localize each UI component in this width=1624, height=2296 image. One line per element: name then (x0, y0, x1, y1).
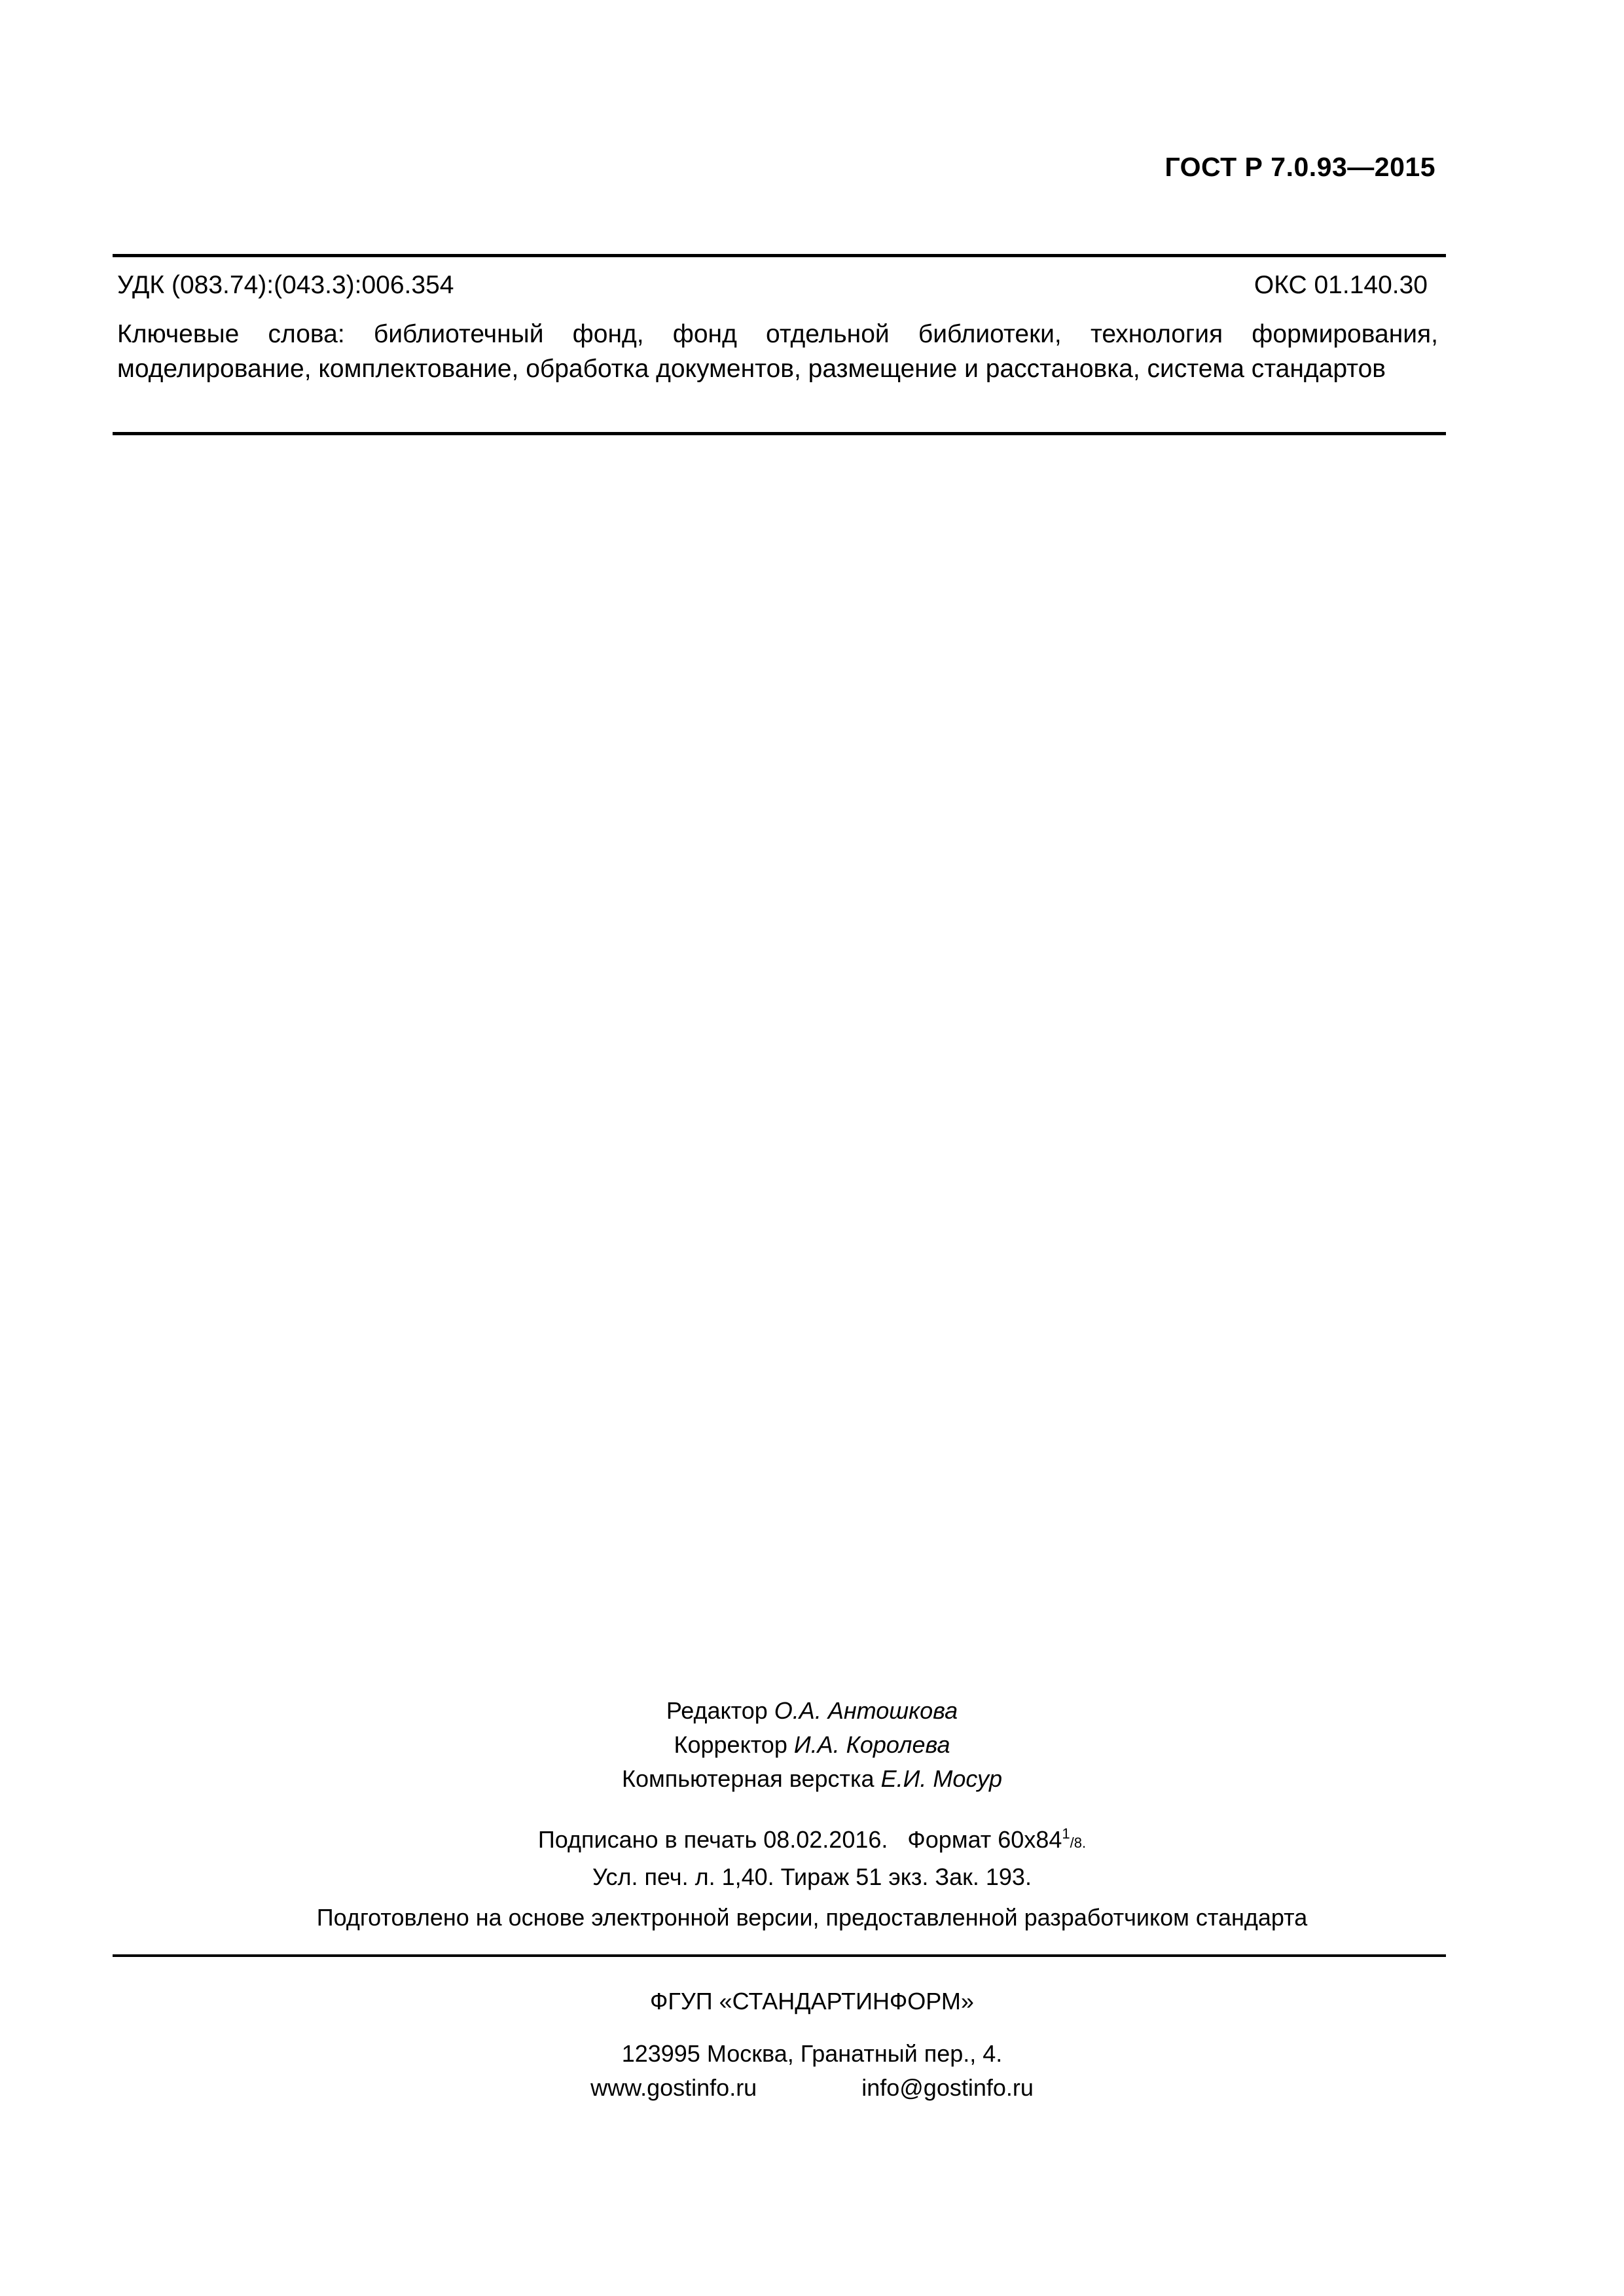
credits-block (0, 1694, 1624, 1796)
publisher-divider (113, 1954, 1446, 1957)
top-divider (113, 254, 1446, 257)
format-sup: 1 (1062, 1825, 1070, 1842)
prepared-note: Подготовлено на основе электронной версии, предоставленной разработчиком стандарта (316, 1904, 1308, 1931)
format-sub: /8. (1070, 1835, 1087, 1851)
proofreader-label: Корректор (674, 1731, 787, 1758)
publisher-website[interactable]: www.gostinfo.ru (590, 2074, 757, 2101)
format-label: Формат 60x84 (907, 1826, 1062, 1853)
layout-name: Е.И. Мосур (880, 1765, 1002, 1792)
signed-date: Подписано в печать 08.02.2016. (537, 1826, 888, 1853)
oks-code: ОКС 01.140.30 (1254, 271, 1428, 299)
proofreader-line (0, 1728, 1624, 1762)
publisher-contacts (0, 2071, 1624, 2105)
udk-code: УДК (083.74):(043.3):006.354 (117, 271, 454, 299)
document-code: ГОСТ Р 7.0.93—2015 (1164, 152, 1435, 182)
editor-name: О.А. Антошкова (774, 1697, 958, 1724)
keywords-divider (113, 432, 1446, 435)
publisher-email[interactable]: info@gostinfo.ru (861, 2074, 1034, 2101)
publisher-name: ФГУП «СТАНДАРТИНФОРМ» (650, 1988, 974, 2015)
printing-block (0, 1817, 1624, 1894)
printing-details: Усл. печ. л. 1,40. Тираж 51 экз. Зак. 193. (592, 1863, 1032, 1890)
proofreader-name: И.А. Королева (793, 1731, 950, 1758)
layout-label: Компьютерная верстка (622, 1765, 875, 1792)
layout-line (0, 1762, 1624, 1796)
editor-line (0, 1694, 1624, 1728)
publisher-address-block (0, 2037, 1624, 2105)
printing-signed-line (0, 1817, 1624, 1860)
editor-label: Редактор (666, 1697, 768, 1724)
keywords-paragraph: Ключевые слова: библиотечный фонд, фонд отдельной библиотеки, технология формирования, моделирование, комплектование, обработка документов, размещение и расстановка, система стандартов (117, 320, 1438, 383)
publisher-address: 123995 Москва, Гранатный пер., 4. (621, 2040, 1003, 2067)
